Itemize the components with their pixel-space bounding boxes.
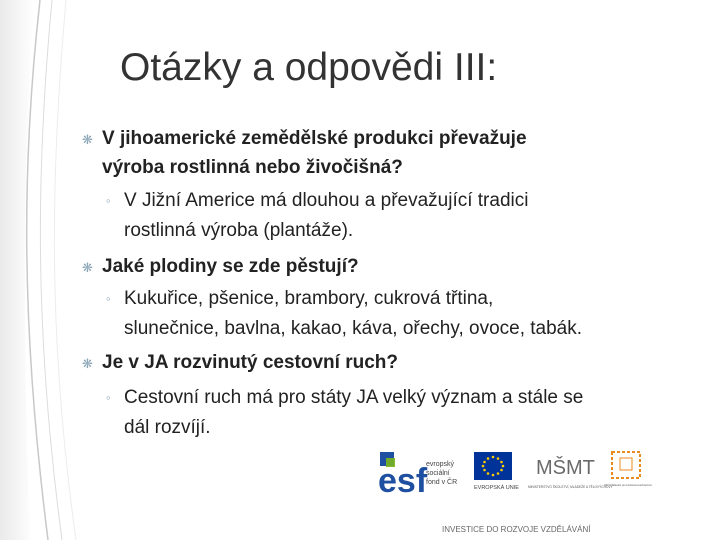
bullet-icon: ❋ xyxy=(82,132,93,147)
op-text: OP Vzdělávání pro konkurenceschopnost xyxy=(604,484,652,487)
eu-label: EVROPSKÁ UNIE xyxy=(474,485,519,491)
sub-bullet-icon: ◦ xyxy=(106,193,111,208)
op-logo xyxy=(604,452,652,487)
answer-2-line-1: Kukuřice, pšenice, brambory, cukrová třtina, xyxy=(124,288,494,309)
msmt-text: MINISTERSTVO ŠKOLSTVÍ, MLÁDEŽE A TĚLOVÝCHOVY xyxy=(528,485,613,489)
bullet-icon: ❋ xyxy=(82,260,93,275)
sub-bullet-icon: ◦ xyxy=(106,390,111,405)
slide-title: Otázky a odpovědi III: xyxy=(120,46,498,89)
sub-bullet-icon: ◦ xyxy=(106,291,111,306)
answer-1-line-1: V Jižní Americe má dlouhou a převažující tradici xyxy=(124,190,529,211)
msmt-logo xyxy=(528,456,613,489)
question-1-line-1: V jihoamerické zemědělské produkci převažuje xyxy=(102,128,527,149)
eu-flag-logo xyxy=(474,452,519,491)
answer-3-line-2: dál rozvíjí. xyxy=(124,417,211,438)
answer-3-line-1: Cestovní ruch má pro státy JA velký význam a stále se xyxy=(124,387,584,408)
esf-text-1: evropský xyxy=(426,461,455,468)
answer-1-line-2: rostlinná výroba (plantáže). xyxy=(124,220,354,241)
answer-2-line-2: slunečnice, bavlna, kakao, káva, ořechy, ovoce, tabák. xyxy=(124,318,583,339)
esf-label: esf xyxy=(378,462,428,500)
question-1-line-2: výroba rostlinná nebo živočišná? xyxy=(102,157,403,178)
sponsor-logos xyxy=(378,448,658,510)
esf-text-2: sociální xyxy=(426,470,450,477)
msmt-label: MŠMT xyxy=(536,457,595,479)
esf-text-3: fond v ČR xyxy=(426,479,458,486)
question-2-line-1: Jaké plodiny se zde pěstují? xyxy=(102,256,359,277)
bullet-icon: ❋ xyxy=(82,356,93,371)
question-3-line-1: Je v JA rozvinutý cestovní ruch? xyxy=(102,352,398,373)
logos-caption: INVESTICE DO ROZVOJE VZDĚLÁVÁNÍ xyxy=(442,525,591,534)
esf-logo xyxy=(378,452,457,500)
